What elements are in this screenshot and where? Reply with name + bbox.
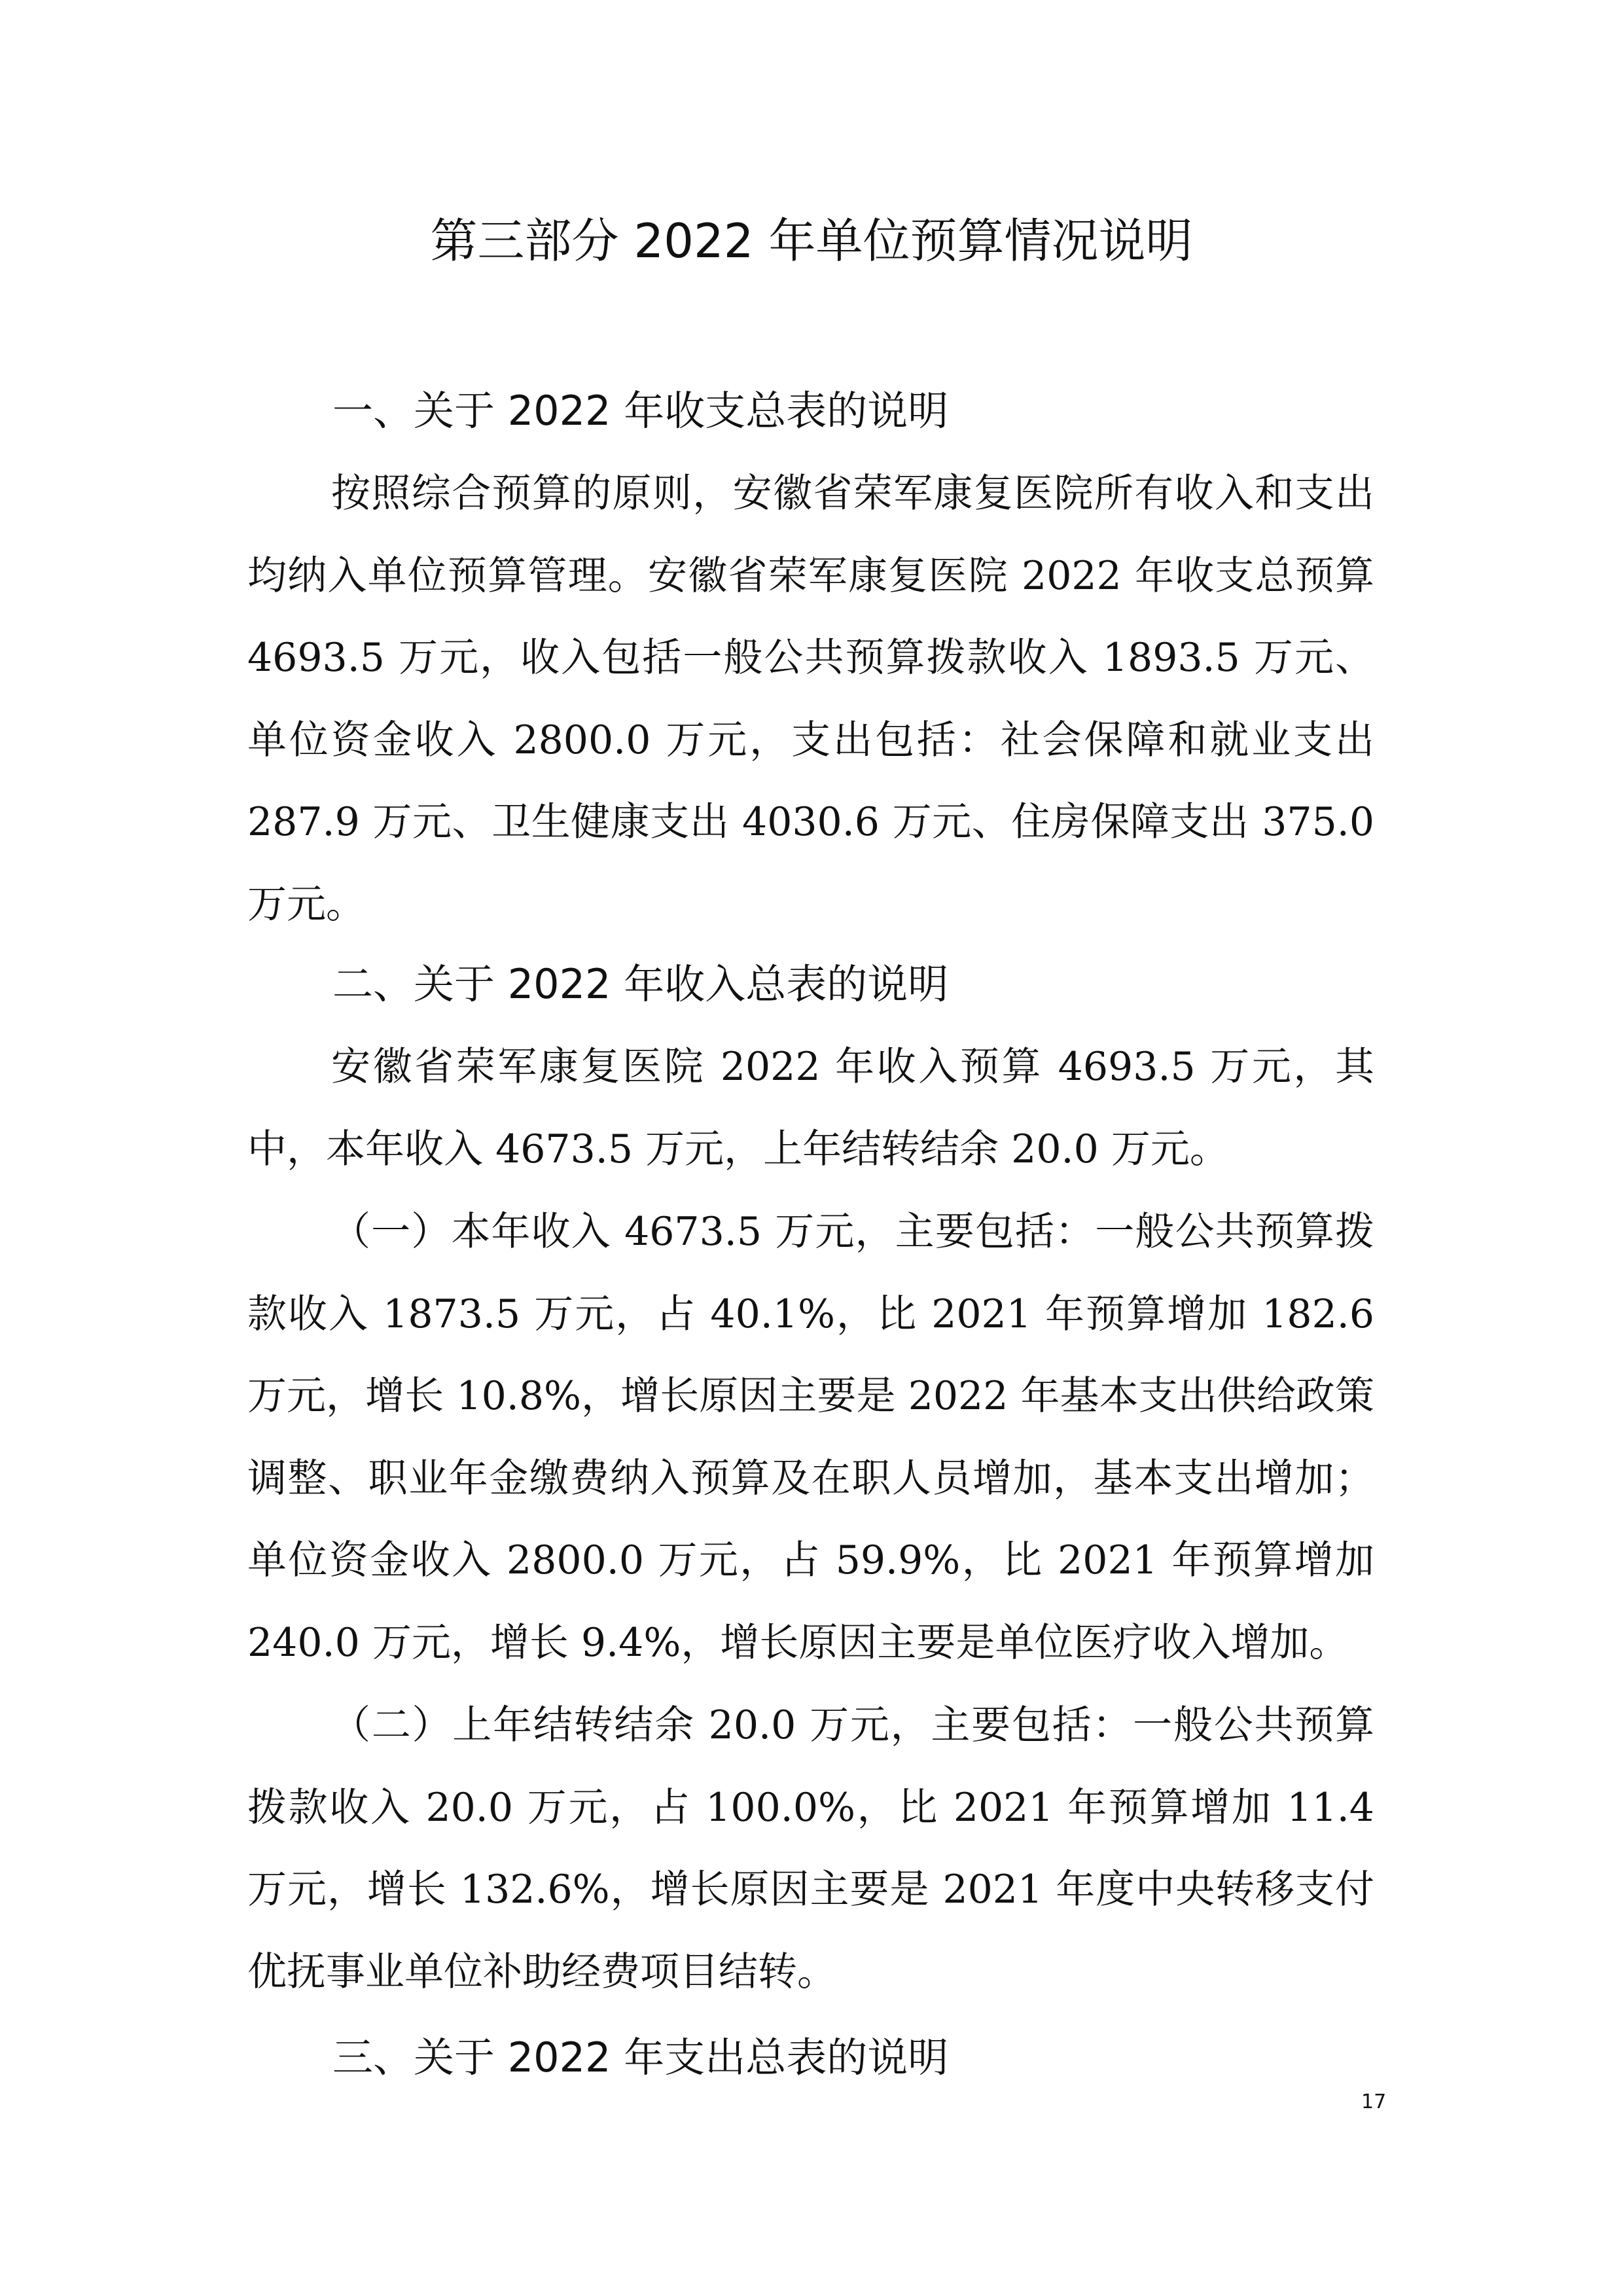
page-number: 17 — [1361, 2090, 1387, 2113]
paragraph-income-expense-summary: 按照综合预算的原则，安徽省荣军康复医院所有收入和支出均纳入单位预算管理。安徽省荣军康复医院 2022 年收支总预算 4693.5 万元，收入包括一般公共预算拨款收入 1893.5 万元、单位资金收入 2800.0 万元，支出包括：社会保障和就业支出 287.9 万元、卫生健康支出 4030.6 万元、住房保障支出 375.0 万元。 — [247, 471, 1374, 927]
page-title: 第三部分 2022 年单位预算情况说明 — [430, 213, 1193, 268]
section-heading-2: 二、关于 2022 年收入总表的说明 — [332, 960, 949, 1008]
paragraph-carryover-balance: （二）上年结转结余 20.0 万元，主要包括：一般公共预算拨款收入 20.0 万元，占 100.0%，比 2021 年预算增加 11.4 万元，增长 132.6%，增长原因主要是 2021 年度中央转移支付优抚事业单位补助经费项目结转。 — [247, 1702, 1374, 1995]
paragraph-current-year-income: （一）本年收入 4673.5 万元，主要包括：一般公共预算拨款收入 1873.5 万元，占 40.1%，比 2021 年预算增加 182.6 万元，增长 10.8%，增长原因主要是 2022 年基本支出供给政策调整、职业年金缴费纳入预算及在职人员增加，基本支出增加；单位资金收入 2800.0 万元，占 59.9%，比 2021 年预算增加 240.0 万元，增长 9.4%，增长原因主要是单位医疗收入增加。 — [247, 1209, 1374, 1666]
section-heading-3: 三、关于 2022 年支出总表的说明 — [332, 2034, 949, 2081]
section-heading-1: 一、关于 2022 年收支总表的说明 — [332, 387, 949, 435]
paragraph-income-summary: 安徽省荣军康复医院 2022 年收入预算 4693.5 万元，其中，本年收入 4673.5 万元，上年结转结余 20.0 万元。 — [247, 1044, 1374, 1172]
